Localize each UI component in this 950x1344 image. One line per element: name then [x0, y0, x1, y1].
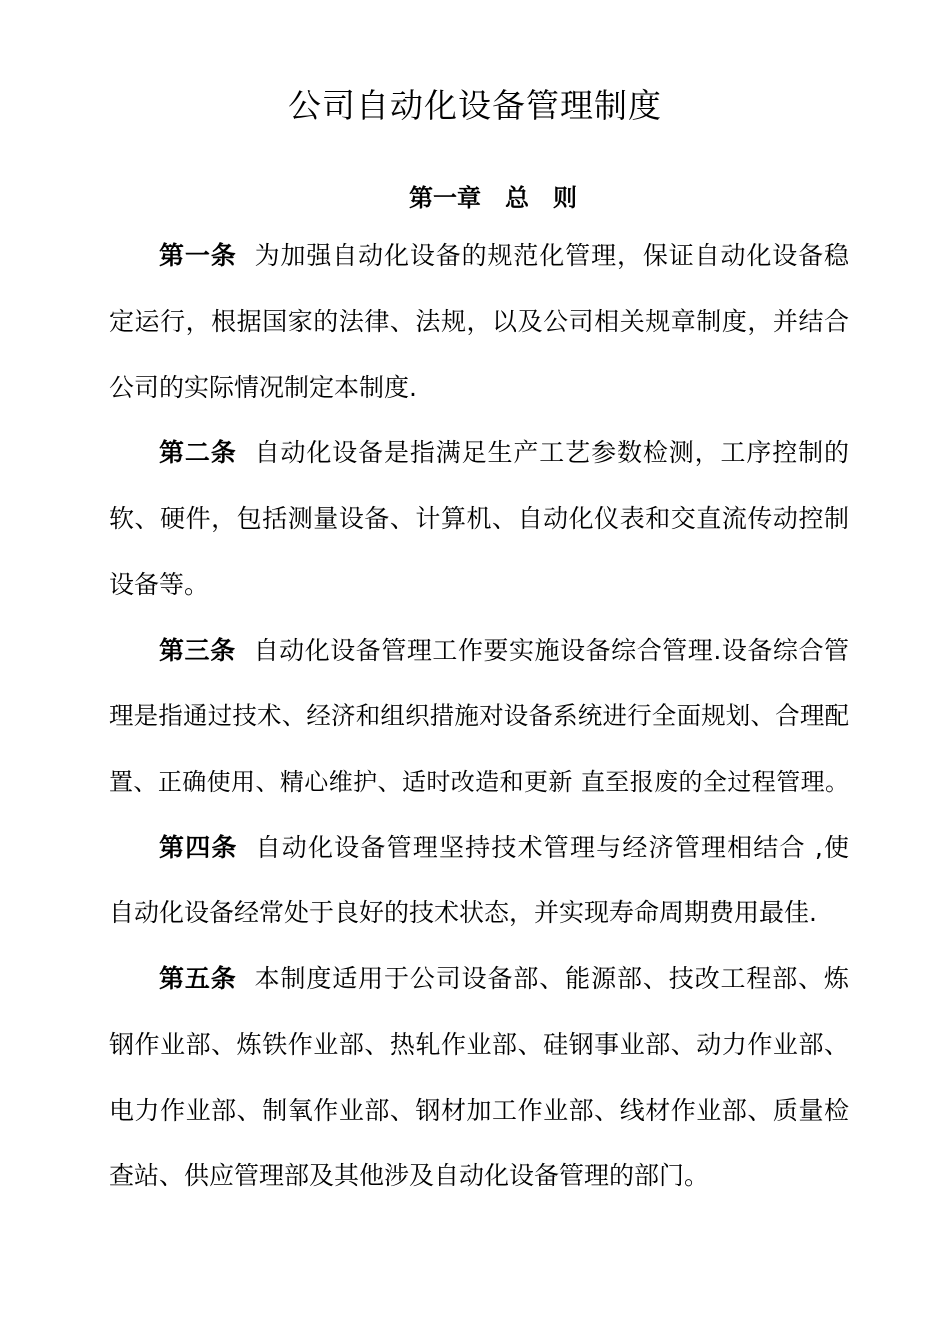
article-5-label: 第五条	[159, 964, 237, 993]
chapter-number: 第一章	[409, 184, 481, 212]
chapter-heading	[0, 178, 950, 218]
chapter-name-part-1: 总	[505, 184, 529, 212]
article-5-line-2: 钢作业部、炼铁作业部、热轧作业部、硅钢事业部、动力作业部、	[109, 1030, 849, 1059]
article-5-line-3: 电力作业部、制氧作业部、钢材加工作业部、线材作业部、质量检	[109, 1096, 849, 1125]
article-5-line-1	[159, 961, 849, 997]
article-3-line-2: 理是指通过技术、经济和组织措施对设备系统进行全面规划、合理配	[109, 701, 849, 730]
article-3-line-3: 置、正确使用、精心维护、适时改造和更新 直至报废的全过程管理。	[109, 768, 849, 796]
article-text: 为加强自动化设备的规范化管理，保证自动化设备稳	[254, 241, 849, 270]
article-2-line-2: 软、硬件，包括测量设备、计算机、自动化仪表和交直流传动控制	[109, 504, 849, 533]
article-text: 自动化设备是指满足生产工艺参数检测，工序控制的	[254, 438, 849, 467]
chapter-name-part-2: 则	[553, 184, 577, 212]
article-4-line-2: 自动化设备经常处于良好的技术状态，并实现寿命周期费用最佳.	[109, 898, 817, 927]
article-1-line-1	[159, 238, 849, 274]
article-3-line-1	[159, 633, 849, 669]
article-1-label: 第一条	[159, 241, 237, 270]
article-4-line-1	[159, 830, 849, 866]
article-text: 本制度适用于公司设备部、能源部、技改工程部、炼	[254, 964, 849, 993]
article-2-line-1	[159, 435, 849, 471]
article-4-label: 第四条	[159, 833, 238, 862]
article-2-line-3: 设备等。	[109, 570, 210, 599]
document-title: 公司自动化设备管理制度	[288, 86, 662, 125]
article-5-line-4: 查站、供应管理部及其他涉及自动化设备管理的部门。	[109, 1161, 710, 1190]
article-1-line-2: 定运行，根据国家的法律、法规，以及公司相关规章制度，并结合	[109, 307, 849, 336]
article-text: 自动化设备管理工作要实施设备综合管理.设备综合管	[253, 636, 849, 665]
article-1-line-3: 公司的实际情况制定本制度.	[109, 373, 417, 402]
article-2-label: 第二条	[159, 438, 237, 467]
article-text: 自动化设备管理坚持技术管理与经济管理相结合 ,使	[255, 833, 849, 862]
article-3-label: 第三条	[159, 636, 236, 665]
